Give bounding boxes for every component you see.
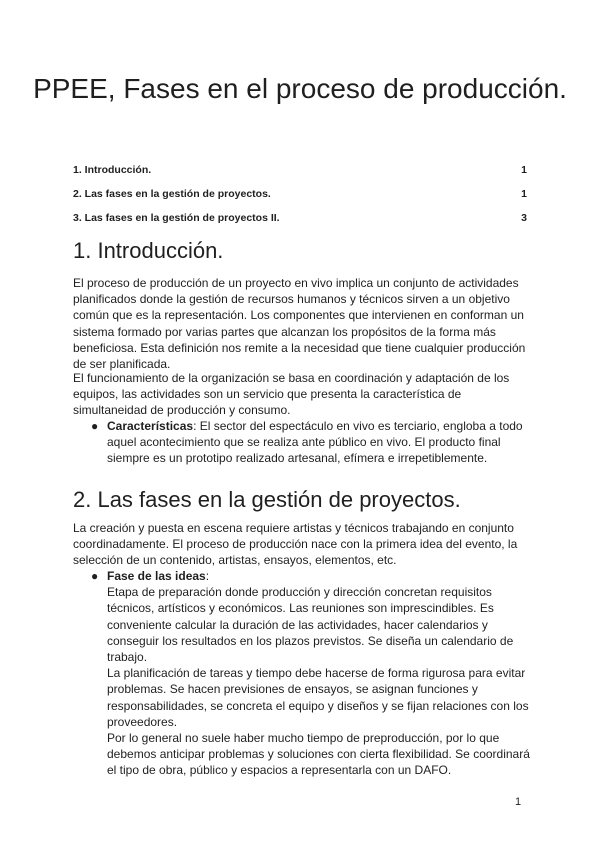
toc-entry-label: 2. Las fases en la gestión de proyectos. <box>73 188 271 200</box>
page-title: PPEE, Fases en el proceso de producción. <box>33 73 567 104</box>
bullet-text: : El sector del espectáculo en vivo es terciario, engloba a todo aquel acontecimiento que se realiza ante público en vivo. El producto final siempre es un prototipo realizado artesanal, efímera e irrepetiblemente. <box>107 419 523 466</box>
toc-entry-page: 3 <box>521 212 527 224</box>
bullet-dot-icon: ● <box>91 569 99 583</box>
bullet-item <box>91 418 531 467</box>
paragraph: El funcionamiento de la organización se basa en coordinación y adaptación de los equipos, las actividades son un servicio que presenta la característica de simultaneidad de producción y consumo. <box>73 371 510 418</box>
section-heading-introduccion: 1. Introducción. <box>73 238 224 263</box>
page-number: 1 <box>515 796 522 808</box>
bullet-colon: : <box>205 569 210 583</box>
toc-entry[interactable] <box>73 162 527 186</box>
section-heading-fases: 2. Las fases en la gestión de proyectos. <box>73 487 461 512</box>
paragraph: El proceso de producción de un proyecto en vivo implica un conjunto de actividades planificados donde la gestión de recursos humanos y técnicos sirven a un objetivo común que es la representación. Los componentes que intervienen en conforman un sistema formado por varias partes que alcanzan los propósitos de la forma más beneficiosa. Esta definición nos remite a la necesidad que tiene cualquier producción de ser planificada. <box>73 276 526 372</box>
bullet-term: Características <box>107 419 194 433</box>
table-of-contents <box>73 162 527 234</box>
bullet-paragraph: La planificación de tareas y tiempo debe hacerse de forma rigurosa para evitar problemas. Se hacen previsiones de ensayos, se asignan funciones y responsabilidades, se concreta el equipo y diseños y se fijan relaciones con los proveedores. <box>107 666 529 729</box>
toc-entry[interactable] <box>73 186 527 210</box>
bullet-dot-icon: ● <box>91 419 99 433</box>
paragraph: La creación y puesta en escena requiere artistas y técnicos trabajando en conjunto coordinadamente. El proceso de producción nace con la primera idea del evento, la selección de un contenido, artistas, ensayos, elementos, etc. <box>73 521 518 568</box>
toc-entry-label: 3. Las fases en la gestión de proyectos II. <box>73 212 280 224</box>
bullet-paragraph: Etapa de preparación donde producción y dirección concretan requisitos técnicos, artísticos y económicos. Las reuniones son imprescindibles. Es conveniente calcular la duración de las actividades, hacer calendarios y conseguir los resultados en los plazos previstos. Se diseña un calendario de trabajo. <box>107 585 514 665</box>
bullet-paragraph: Por lo general no suele haber mucho tiempo de preproducción, por lo que debemos anticipar problemas y soluciones con cierta flexibilidad. Se coordinará el tipo de obra, público y espacios a representarla con un DAFO. <box>107 731 530 778</box>
toc-entry-label: 1. Introducción. <box>73 164 152 176</box>
toc-entry-page: 1 <box>521 188 527 200</box>
bullet-item <box>91 568 531 779</box>
toc-entry[interactable] <box>73 210 527 234</box>
toc-entry-page: 1 <box>521 164 527 176</box>
bullet-term: Fase de las ideas <box>107 569 206 583</box>
